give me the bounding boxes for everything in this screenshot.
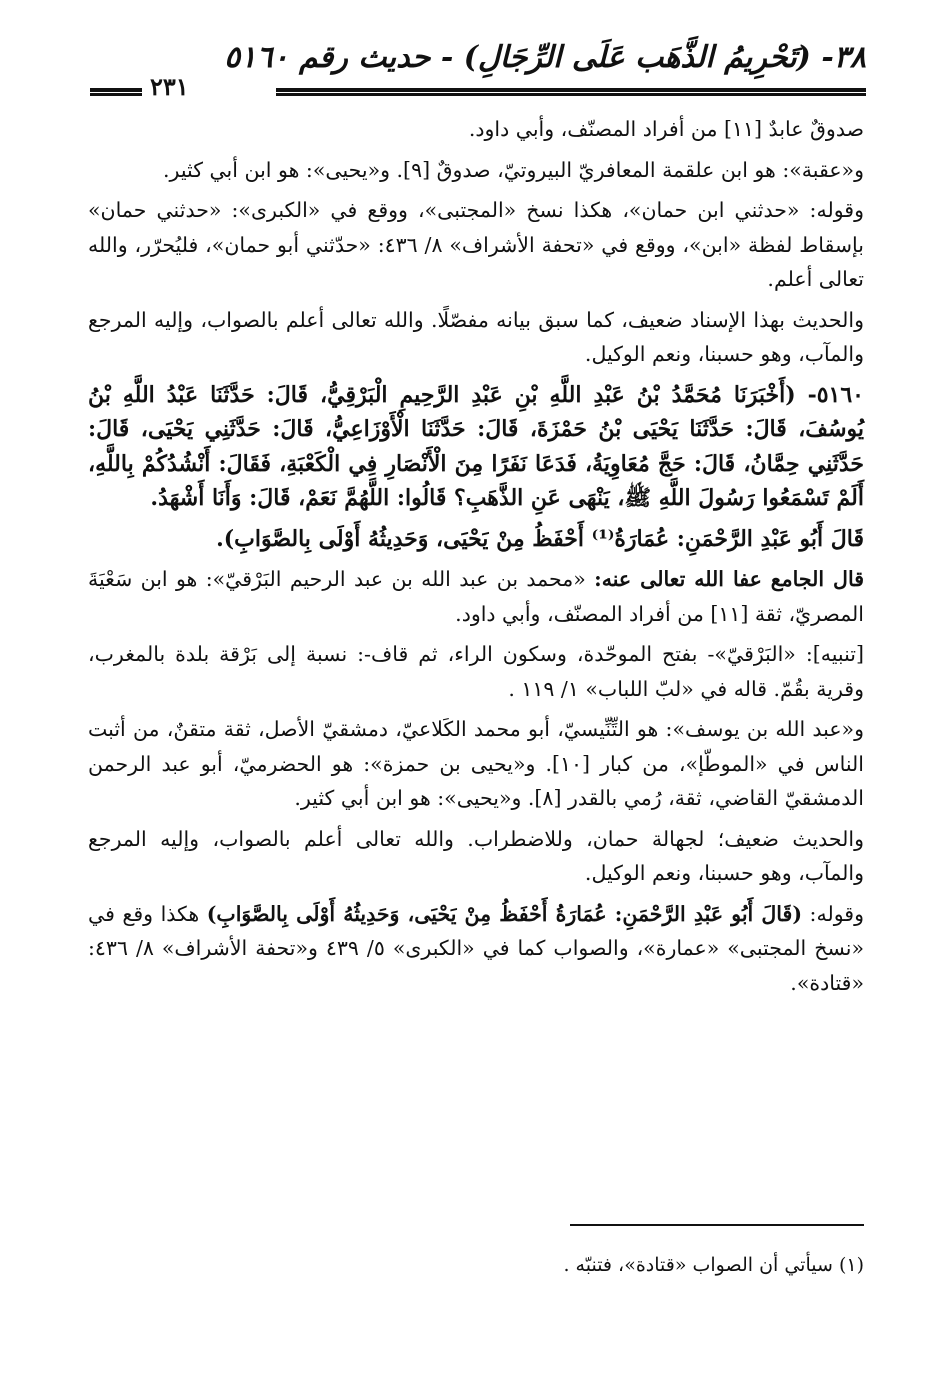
commentary-text: «محمد بن عبد الله بن عبد الرحيم البَرْقيّ»: هو ابن سَعْيَةَ المصريّ، ثقة [١١] من أفراد المصنّف، وأبي داود. <box>88 567 864 626</box>
paragraph: و«عبد الله بن يوسف»: هو التِّنِّيسيّ، أبو محمد الكَلاعيّ، دمشقيّ الأصل، ثقة متقنٌ، من أثبت الناس في «الموطّإ»، من كبار [١٠]. و«يحيى بن حمزة»: هو الحضرميّ، أبو عبد الرحمن الدمشقيّ القاضي، ثقة، رُمي بالقدر [٨]. و«يحيى»: هو ابن أبي كثير. <box>88 717 864 810</box>
author-comment: قَالَ أَبُو عَبْدِ الرَّحْمَنِ: عُمَارَةُ⁽¹⁾ أَحْفَظُ مِنْ يَحْيَى، وَحَدِيثُهُ أَوْلَى بِالصَّوَابِ). <box>216 525 864 552</box>
footnote-rule <box>570 1224 864 1226</box>
footnote: (١) سيأتي أن الصواب «قتادة»، فتنبّه . <box>563 1254 864 1276</box>
quote-bold: (قَالَ أَبُو عَبْدِ الرَّحْمَنِ: عُمَارَةُ أَحْفَظُ مِنْ يَحْيَى، وَحَدِيثُهُ أَوْلَى بِالصَّوَابِ) <box>206 901 803 926</box>
paragraph: صدوقٌ عابدٌ [١١] من أفراد المصنّف، وأبي داود. <box>468 117 864 141</box>
quote-rest: هكذا وقع في «نسخ المجتبى» «عمارة»، والصواب كما في «الكبرى» ٥/ ٤٣٩ و«تحفة الأشراف» ٨/ ٤٣٦: «قتادة». <box>88 901 864 995</box>
note-paragraph: [تنبيه]: «البَرْقيّ»- بفتح الموحّدة، وسكون الراء، ثم قاف-: نسبة إلى بَرْقة بلدة بالمغرب، وقرية بقُمّ. قاله في «لبّ اللباب» ١/ ١١٩ . <box>88 642 864 701</box>
hadith-text: ٥١٦٠- (أَخْبَرَنَا مُحَمَّدُ بْنُ عَبْدِ اللَّهِ بْنِ عَبْدِ الرَّحِيمِ الْبَرْقِيُّ، قَالَ: حَدَّثَنَا عَبْدُ اللَّهِ بْنُ يُوسُفَ، قَالَ: حَدَّثَنَا يَحْيَى بْنُ حَمْزَةَ، قَالَ: حَدَّثَنَا الْأَوْزَاعِيُّ، قَالَ: حَدَّثَنِي يَحْيَى، قَالَ: حَدَّثَنِي حِمَّانُ، قَالَ: حَجَّ مُعَاوِيَةُ، فَدَعَا نَفَرًا مِنَ الْأَنْصَارِ فِي الْكَعْبَةِ، فَقَالَ: أَنْشُدُكُمْ بِاللَّهِ، أَلَمْ تَسْمَعُوا رَسُولَ اللَّهِ ﷺ، يَنْهَى عَنِ الذَّهَبِ؟ قَالُوا: اللَّهُمَّ نَعَمْ، قَالَ: وَأَنَا أَشْهَدُ. <box>88 381 864 511</box>
quote-paragraph <box>88 897 864 1001</box>
paragraph: و«عقبة»: هو ابن علقمة المعافريّ البيروتيّ، صدوقٌ [٩]. و«يحيى»: هو ابن أبي كثير. <box>163 157 864 182</box>
header-rule <box>276 88 866 96</box>
page-header <box>90 34 866 104</box>
main-text <box>88 112 864 1006</box>
commentator-label: قال الجامع عفا الله تعالى عنه: <box>594 567 864 591</box>
running-title: ٣٨- (تَحْرِيمُ الذَّهَب عَلَى الرِّجَالِ) - حديث رقم ٥١٦٠ <box>224 40 866 75</box>
quote-label: وقوله: <box>802 901 864 926</box>
paragraph: وقوله: «حدثني ابن حمان»، هكذا نسخ «المجتبى»، ووقع في «الكبرى»: «حدثني حمان» بإسقاط لفظة «ابن»، ووقع في «تحفة الأشراف» ٨/ ٤٣٦: «حدّثني أبو حمان»، فليُحرّر، والله تعالى أعلم. <box>88 198 864 291</box>
paragraph: والحديث ضعيف؛ لجهالة حمان، وللاضطراب. والله تعالى أعلم بالصواب، وإليه المرجع والمآب، وهو حسبنا، ونعم الوكيل. <box>88 826 864 885</box>
paragraph: والحديث بهذا الإسناد ضعيف، كما سبق بيانه مفصّلًا. والله تعالى أعلم بالصواب، وإليه المرجع والمآب، وهو حسبنا، ونعم الوكيل. <box>88 307 864 366</box>
header-rule-left <box>90 88 142 96</box>
page-number: ٢٣١ <box>150 72 189 101</box>
commentary-paragraph <box>88 562 864 631</box>
